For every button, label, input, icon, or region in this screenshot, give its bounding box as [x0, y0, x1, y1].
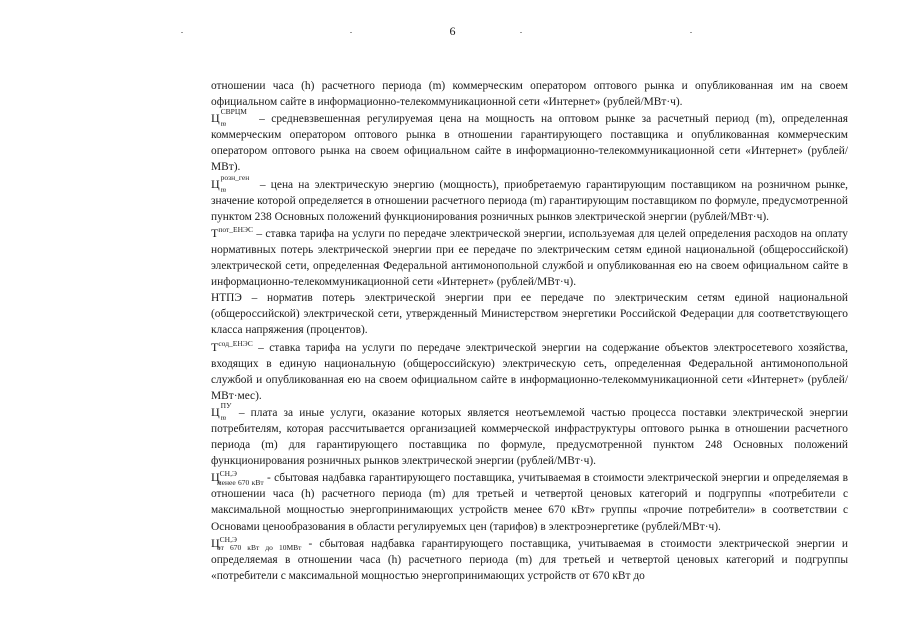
symbol-superscript: сод_ЕНЭС: [218, 338, 253, 348]
definition-tariff-maintenance: [211, 339, 848, 404]
symbol-indices: [220, 400, 232, 422]
formula-symbol: Ц: [211, 176, 220, 191]
symbol-superscript: СН,Э: [219, 534, 237, 544]
symbol-superscript: пот_ЕНЭС: [218, 225, 253, 235]
paragraph-continuation: [211, 78, 848, 110]
definition-retail-price: [211, 172, 848, 225]
symbol-indices: [220, 107, 247, 129]
definition-markup-under-670: [211, 469, 848, 534]
paragraph-text: – плата за иные услуги, оказание которых является неотъемлемой частью процесса поставки электрической энергии потребителям, которая рассчитывается организацией коммерческой инфраструктуры оптового рынка в отношении расчетного периода (m) для гарантирующего поставщика по формуле, предусмотренной пунктом 248 Основных положений функционирования розничных рынков электрической энергии (рублей/МВт·ч).: [211, 406, 848, 468]
paragraph-text: - сбытовая надбавка гарантирующего поставщика, учитываемая в стоимости электрической энергии и определяемая в отношении часа (h) расчетного периода (m) для третьей и четвертой ценовых категорий и подгруппы «потребители с максимальной мощностью энергопринимающих устройств менее 670 кВт» группы «прочие потребители» в соответствии с Основами ценообразования в области регулируемых цен (тарифов) в электроэнергетике (рублей/МВт·ч).: [211, 472, 848, 533]
formula-symbol: Ц: [211, 404, 220, 419]
symbol-subscript: m: [220, 184, 227, 194]
symbol-subscript: m: [220, 119, 227, 129]
symbol-subscript: от 670 кВт до 10МВт: [216, 542, 302, 552]
formula-symbol: Т: [211, 339, 219, 354]
paragraph-text: – цена на электрическую энергию (мощность), приобретаемую гарантирующим поставщиком на розничном рынке, значение которой определяется в отношении расчетного периода (m) гарантирующим поставщиком по формуле, предусмотренной пунктом 238 Основных положений функционирования розничных рынков электрической энергии (рублей/МВт·ч).: [211, 178, 848, 223]
paragraph-text: – ставка тарифа на услуги по передаче электрической энергии на содержание объектов электросетевого хозяйства, входящих в единую национальную (общероссийскую) электрическую сеть, определенная Федеральной антимонопольной службой и опубликованная ею на своем официальном сайте в информационно-телекоммуникационной сети «Интернет» (рублей/МВт·мес).: [211, 341, 848, 402]
formula-symbol: Т: [211, 225, 219, 240]
definition-loss-norm: [211, 290, 848, 338]
definition-other-services: [211, 400, 848, 469]
symbol-subscript: менее 670 кВт: [216, 477, 264, 487]
paragraph-text: НТПЭ – норматив потерь электрической энергии при ее передаче по электрическим сетям единой национальной (общероссийской) электрической сети, утвержденный Министерством энергетики Российской Федерации для соответствующего класса напряжения (процентов).: [211, 292, 848, 337]
formula-symbol: Ц: [211, 470, 220, 485]
paragraph-text: – ставка тарифа на услуги по передаче электрической энергии, используемая для целей определения расходов на оплату нормативных потерь электрической энергии при ее передаче по электрическим сетям единой национальной (общероссийской) электрической сети, определенная Федеральной антимонопольной службой и опубликованная ею на своем официальном сайте в информационно-телекоммуникационной сети «Интернет» (рублей/МВт·ч).: [211, 227, 848, 289]
paragraph-text: отношении часа (h) расчетного периода (m) коммерческим оператором оптового рынка и опубликованная им на своем официальном сайте в информационно-телекоммуникационной сети «Интернет» (рублей/МВт·ч).: [211, 80, 848, 109]
symbol-indices: [220, 172, 250, 194]
symbol-superscript: розн_ген: [220, 172, 250, 182]
paragraph-text: – средневзвешенная регулируемая цена на мощность на оптовом рынке за расчетный период (m), определенная коммерческим оператором оптового рынка в отношении гарантирующего поставщика и опубликованная коммерческим оператором оптового рынка на своем официальном сайте в информационно-телекоммуникационной сети «Интернет» (рублей/МВт).: [211, 113, 848, 174]
symbol-superscript: ПУ: [220, 400, 232, 410]
symbol-superscript: СН,Э: [219, 469, 237, 479]
definition-price-capacity: [211, 107, 848, 175]
definition-tariff-losses: [211, 225, 848, 290]
symbol-superscript: СВРЦМ: [220, 107, 247, 117]
document-body: [211, 78, 848, 584]
paragraph-text: - сбытовая надбавка гарантирующего поставщика, учитываемая в стоимости электрической энергии и определяемая в отношении часа (h) расчетного периода (m) для третьей и четвертой ценовых категорий и подгруппы «потребители с максимальной мощностью энергопринимающих устройств от 670 кВт до: [211, 537, 848, 582]
formula-symbol: Ц: [211, 535, 220, 550]
formula-symbol: Ц: [211, 111, 220, 126]
page-number: 6: [449, 24, 456, 38]
symbol-subscript: m: [220, 412, 227, 422]
definition-markup-670-to-10mw: [211, 535, 848, 584]
